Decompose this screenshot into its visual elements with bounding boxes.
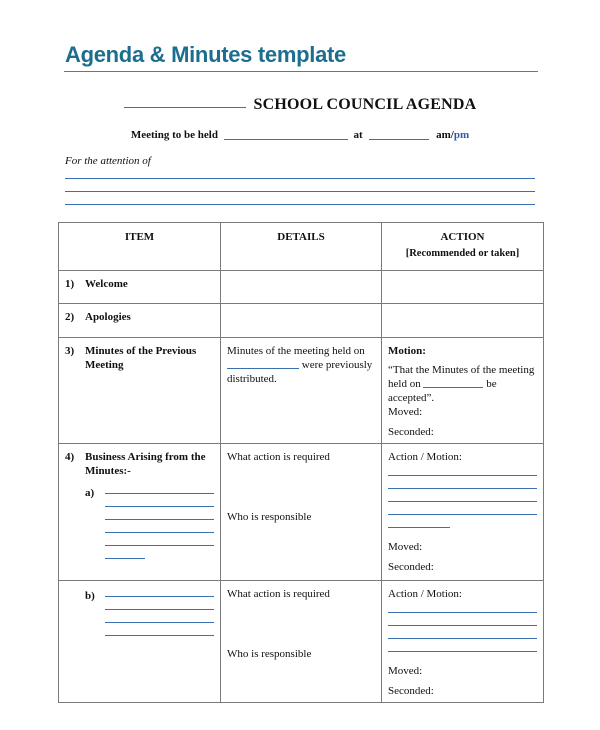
- minutes-date-blank: [227, 359, 299, 369]
- meeting-date-line: [0, 129, 600, 141]
- agenda-heading-text: SCHOOL COUNCIL AGENDA: [253, 96, 477, 113]
- header-action-sub: [Recommended or taken]: [405, 248, 520, 259]
- details-cell: [221, 271, 382, 304]
- sub-item-a: [65, 486, 214, 571]
- table-row: [59, 444, 544, 581]
- seconded-label: Seconded:: [388, 685, 434, 697]
- meeting-pm: pm: [453, 129, 470, 141]
- meeting-date-blank: [224, 130, 348, 140]
- header-action-label: ACTION: [440, 231, 485, 243]
- item-number: 2): [65, 311, 75, 323]
- sub-item-b: [65, 589, 214, 648]
- details-who-responsible: Who is responsible: [227, 648, 312, 660]
- minutes-details-a: Minutes of the meeting held on: [227, 345, 365, 357]
- attention-line: [65, 178, 535, 179]
- motion-text-a: “That the Minutes of the meeting held on: [388, 364, 535, 390]
- moved-label: Moved:: [388, 665, 423, 677]
- item-number: 1): [65, 278, 75, 290]
- agenda-heading: [0, 96, 600, 114]
- title-divider: [64, 71, 538, 72]
- item-number: 4): [65, 451, 75, 463]
- motion-text-b: be accepted”.: [388, 378, 497, 404]
- item-title: Apologies: [85, 311, 131, 323]
- action-cell: [382, 444, 544, 581]
- motion-date-blank: [423, 378, 483, 388]
- details-cell: [221, 444, 382, 581]
- table-header-row: [59, 223, 544, 271]
- action-motion-label: Action / Motion:: [388, 588, 462, 600]
- header-details: DETAILS: [221, 223, 382, 271]
- item-cell: [59, 271, 221, 304]
- meeting-time-blank: [369, 130, 429, 140]
- details-who-responsible: Who is responsible: [227, 511, 312, 523]
- item-title: Business Arising from the Minutes:-: [85, 451, 206, 477]
- action-motion-label: Action / Motion:: [388, 451, 462, 463]
- item-cell: [59, 444, 221, 581]
- details-cell: [221, 304, 382, 338]
- item-cell: [59, 338, 221, 444]
- attention-label: For the attention of: [65, 155, 151, 167]
- template-title: Agenda & Minutes template: [65, 42, 346, 67]
- table-row: [59, 581, 544, 703]
- item-title: Minutes of the Previous Meeting: [85, 345, 197, 371]
- action-cell: [382, 581, 544, 703]
- meeting-prefix: Meeting to be held: [130, 129, 218, 141]
- moved-label: Moved:: [388, 541, 423, 553]
- action-blank-lines: [388, 475, 537, 528]
- details-cell: [221, 581, 382, 703]
- motion-label: Motion:: [388, 345, 426, 357]
- school-name-blank: [124, 107, 246, 108]
- item-title: Welcome: [85, 278, 128, 290]
- attention-line: [65, 191, 535, 192]
- details-action-required: What action is required: [227, 588, 330, 600]
- details-cell: [221, 338, 382, 444]
- item-cell: [59, 581, 221, 703]
- table-row: [59, 271, 544, 304]
- action-cell: [382, 304, 544, 338]
- item-number: 3): [65, 345, 75, 357]
- meeting-at: at: [353, 129, 363, 141]
- attention-blank-lines: [65, 178, 535, 217]
- moved-label: Moved:: [388, 406, 423, 418]
- agenda-table: [58, 222, 544, 703]
- table-row: [59, 304, 544, 338]
- item-cell: [59, 304, 221, 338]
- meeting-am: am/: [436, 129, 454, 141]
- attention-line: [65, 204, 535, 205]
- action-cell: [382, 271, 544, 304]
- sub-item-label: a): [85, 487, 95, 499]
- details-action-required: What action is required: [227, 451, 330, 463]
- seconded-label: Seconded:: [388, 426, 434, 438]
- header-item: ITEM: [59, 223, 221, 271]
- header-action: [382, 223, 544, 271]
- sub-item-label: b): [85, 590, 95, 602]
- table-row: [59, 338, 544, 444]
- action-blank-lines: [388, 612, 537, 652]
- motion-text: [388, 363, 537, 405]
- action-cell: [382, 338, 544, 444]
- minutes-details-b: were previously distributed.: [227, 359, 373, 385]
- seconded-label: Seconded:: [388, 561, 434, 573]
